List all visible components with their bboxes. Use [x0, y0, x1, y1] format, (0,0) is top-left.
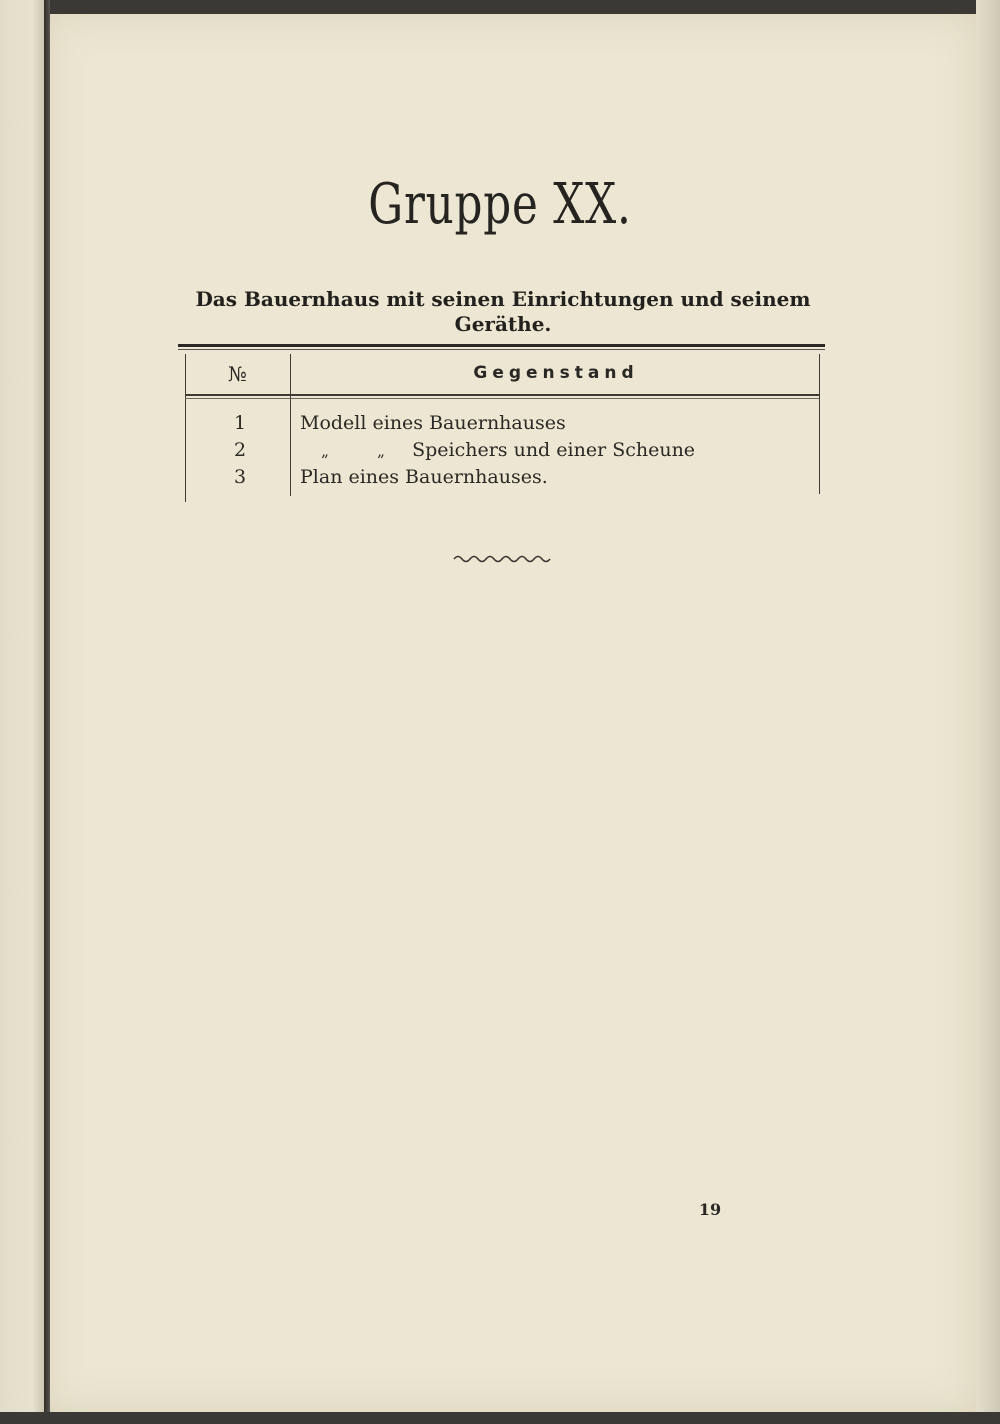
table-row	[185, 410, 822, 437]
header-number: №	[228, 362, 247, 386]
header-rule	[185, 394, 819, 396]
row-number: 3	[233, 466, 247, 488]
decorative-ornament	[452, 551, 556, 565]
row-number: 2	[233, 439, 247, 461]
group-subtitle	[178, 287, 828, 337]
header-object: Gegenstand	[473, 363, 639, 383]
book-gutter	[44, 0, 50, 1424]
book-top-edge	[0, 0, 1000, 14]
ditto-mark: „	[321, 442, 329, 460]
previous-page-edge	[0, 0, 46, 1424]
table-top-rule-thin	[178, 349, 825, 350]
page-number: 19	[698, 1200, 722, 1219]
row-object-rest: Speichers und einer Scheune	[412, 439, 696, 461]
table-row	[185, 437, 822, 464]
table-row	[185, 464, 822, 491]
group-title: Gruppe XX.	[368, 172, 632, 237]
ditto-mark: „	[377, 442, 385, 460]
header-rule-thin	[185, 398, 819, 399]
row-object: Modell eines Bauernhauses	[300, 412, 566, 434]
subtitle-line-1: Das Bauernhaus mit seinen Einrichtungen und seinem	[195, 287, 811, 311]
book-bottom-edge	[0, 1412, 1000, 1424]
row-number: 1	[233, 412, 247, 434]
subtitle-line-2: Geräthe.	[454, 312, 552, 336]
row-object: Plan eines Bauernhauses.	[300, 466, 548, 488]
row-object	[300, 439, 810, 461]
exhibit-table	[185, 354, 822, 502]
table-body	[185, 410, 822, 491]
table-top-rule	[178, 344, 825, 347]
page-edge-right	[976, 0, 1000, 1424]
